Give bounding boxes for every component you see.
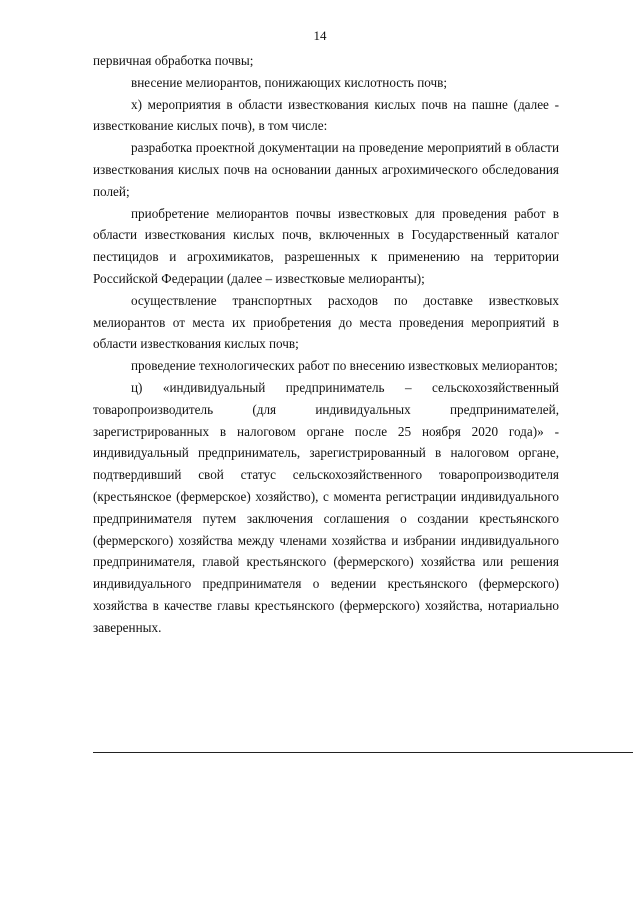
paragraph-8: ц) «индивидуальный предприниматель – сельскохозяйственный товаропроизводитель (для индивидуальных предпринимателей, зарегистрированных в налоговом органе после 25 ноября 2020 года)» - индивидуальный предприниматель, зарегистрированный в налоговом органе, подтвердивший свой статус сельскохозяйственного товаропроизводителя (крестьянское (фермерское) хозяйство), с момента регистрации индивидуального предпринимателя путем заключения соглашения о создании крестьянского (фермерского) хозяйства между членами хозяйства и избрании индивидуального предпринимателя, главой крестьянского (фермерского) хозяйства или решения индивидуального предпринимателя о ведении крестьянского (фермерского) хозяйства в качестве главы крестьянского (фермерского) хозяйства, нотариально заверенных.	[93, 379, 559, 635]
bottom-rule	[93, 752, 633, 753]
paragraph-3: х) мероприятия в области известкования кислых почв на пашне (далее - известкование кислых почв), в том числе:	[93, 96, 559, 134]
paragraph-4: разработка проектной документации на проведение мероприятий в области известкования кислых почв на основании данных агрохимического обследования полей;	[93, 140, 559, 199]
paragraph-2: внесение мелиорантов, понижающих кислотность почв;	[131, 74, 448, 90]
paragraph-5: приобретение мелиорантов почвы известковых для проведения работ в области известкования кислых почв, включенных в Государственный каталог пестицидов и агрохимикатов, разрешенных к применению на территории Российской Федерации (далее – известковые мелиоранты);	[93, 205, 559, 286]
document-body	[93, 50, 559, 639]
paragraph-6: осуществление транспортных расходов по доставке известковых мелиорантов от места их приобретения до места проведения мероприятий в области известкования кислых почв;	[93, 292, 559, 352]
paragraph-1: первичная обработка почвы;	[93, 53, 254, 68]
page-number: 14	[313, 28, 327, 43]
paragraph-7: проведение технологических работ по внесению известковых мелиорантов;	[131, 358, 558, 374]
